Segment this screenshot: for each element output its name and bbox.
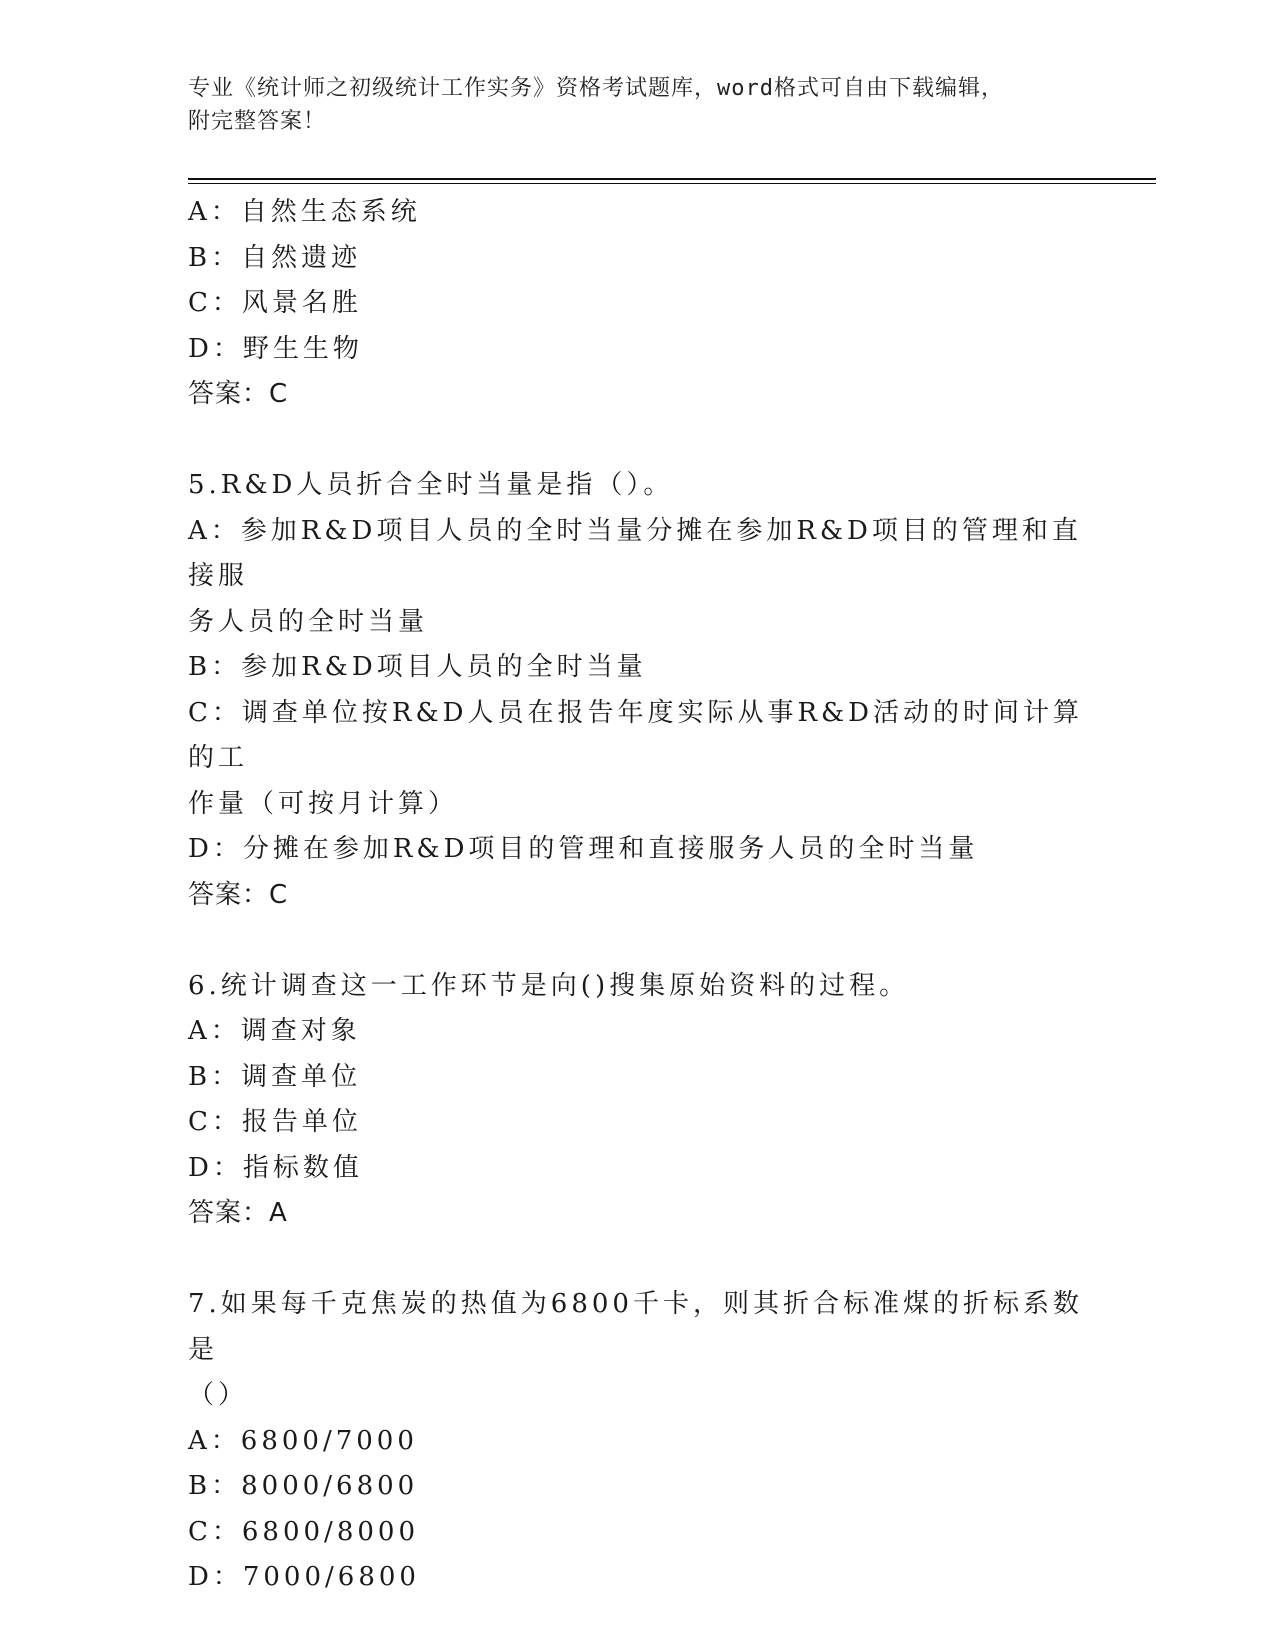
answer-line: 答案：A (188, 1198, 288, 1228)
option-b: B：自然遗迹 (188, 242, 362, 273)
option-c: C：报告单位 (188, 1107, 362, 1137)
question-stem: 5.R&D人员折合全时当量是指（）。 (188, 470, 674, 500)
option-b: B：调查单位 (188, 1061, 362, 1092)
option-d: D：野生生物 (188, 333, 363, 364)
header-divider-thick (188, 178, 1156, 180)
document-header (188, 72, 1068, 138)
option-a: A：自然生态系统 (188, 197, 421, 227)
answer-line: 答案：C (188, 379, 289, 409)
option-c: C：调查单位按R&D人员在报告年度实际从事R&D活动的时间计算的工 (188, 697, 1084, 773)
option-a: A：参加R&D项目人员的全时当量分摊在参加R&D项目的管理和直接服 (188, 515, 1082, 591)
option-c: C：风景名胜 (188, 288, 362, 318)
option-d: D：指标数值 (188, 1152, 363, 1183)
question-stem-continued: （） (188, 1380, 249, 1410)
option-a: A：6800/7000 (188, 1425, 418, 1456)
option-b: B：参加R&D项目人员的全时当量 (188, 652, 647, 682)
header-line-1: 专业《统计师之初级统计工作实务》资格考试题库，word格式可自由下载编辑， (188, 76, 1004, 101)
option-d: D：分摊在参加R&D项目的管理和直接服务人员的全时当量 (188, 834, 979, 864)
option-a-continued: 务人员的全时当量 (188, 606, 429, 637)
option-c-continued: 作量（可按月计算） (188, 788, 459, 819)
spacer (188, 1237, 1088, 1283)
answer-line: 答案：C (188, 879, 289, 910)
spacer (188, 918, 1088, 964)
question-4-partial (188, 190, 1088, 418)
question-5 (188, 463, 1088, 918)
option-c: C：6800/8000 (188, 1516, 419, 1547)
option-b: B：8000/6800 (188, 1471, 419, 1501)
header-divider-thin (188, 183, 1156, 184)
question-stem: 7.如果每千克焦炭的热值为6800千卡，则其折合标准煤的折标系数是 (188, 1289, 1083, 1365)
question-list (188, 190, 1088, 1601)
header-line-2: 附完整答案！ (188, 109, 327, 134)
question-stem: 6.统计调查这一工作环节是向()搜集原始资料的过程。 (188, 970, 910, 1001)
question-6 (188, 964, 1088, 1237)
spacer (188, 418, 1088, 464)
option-d: D：7000/6800 (188, 1562, 420, 1592)
question-7 (188, 1282, 1088, 1601)
option-a: A：调查对象 (188, 1016, 361, 1046)
